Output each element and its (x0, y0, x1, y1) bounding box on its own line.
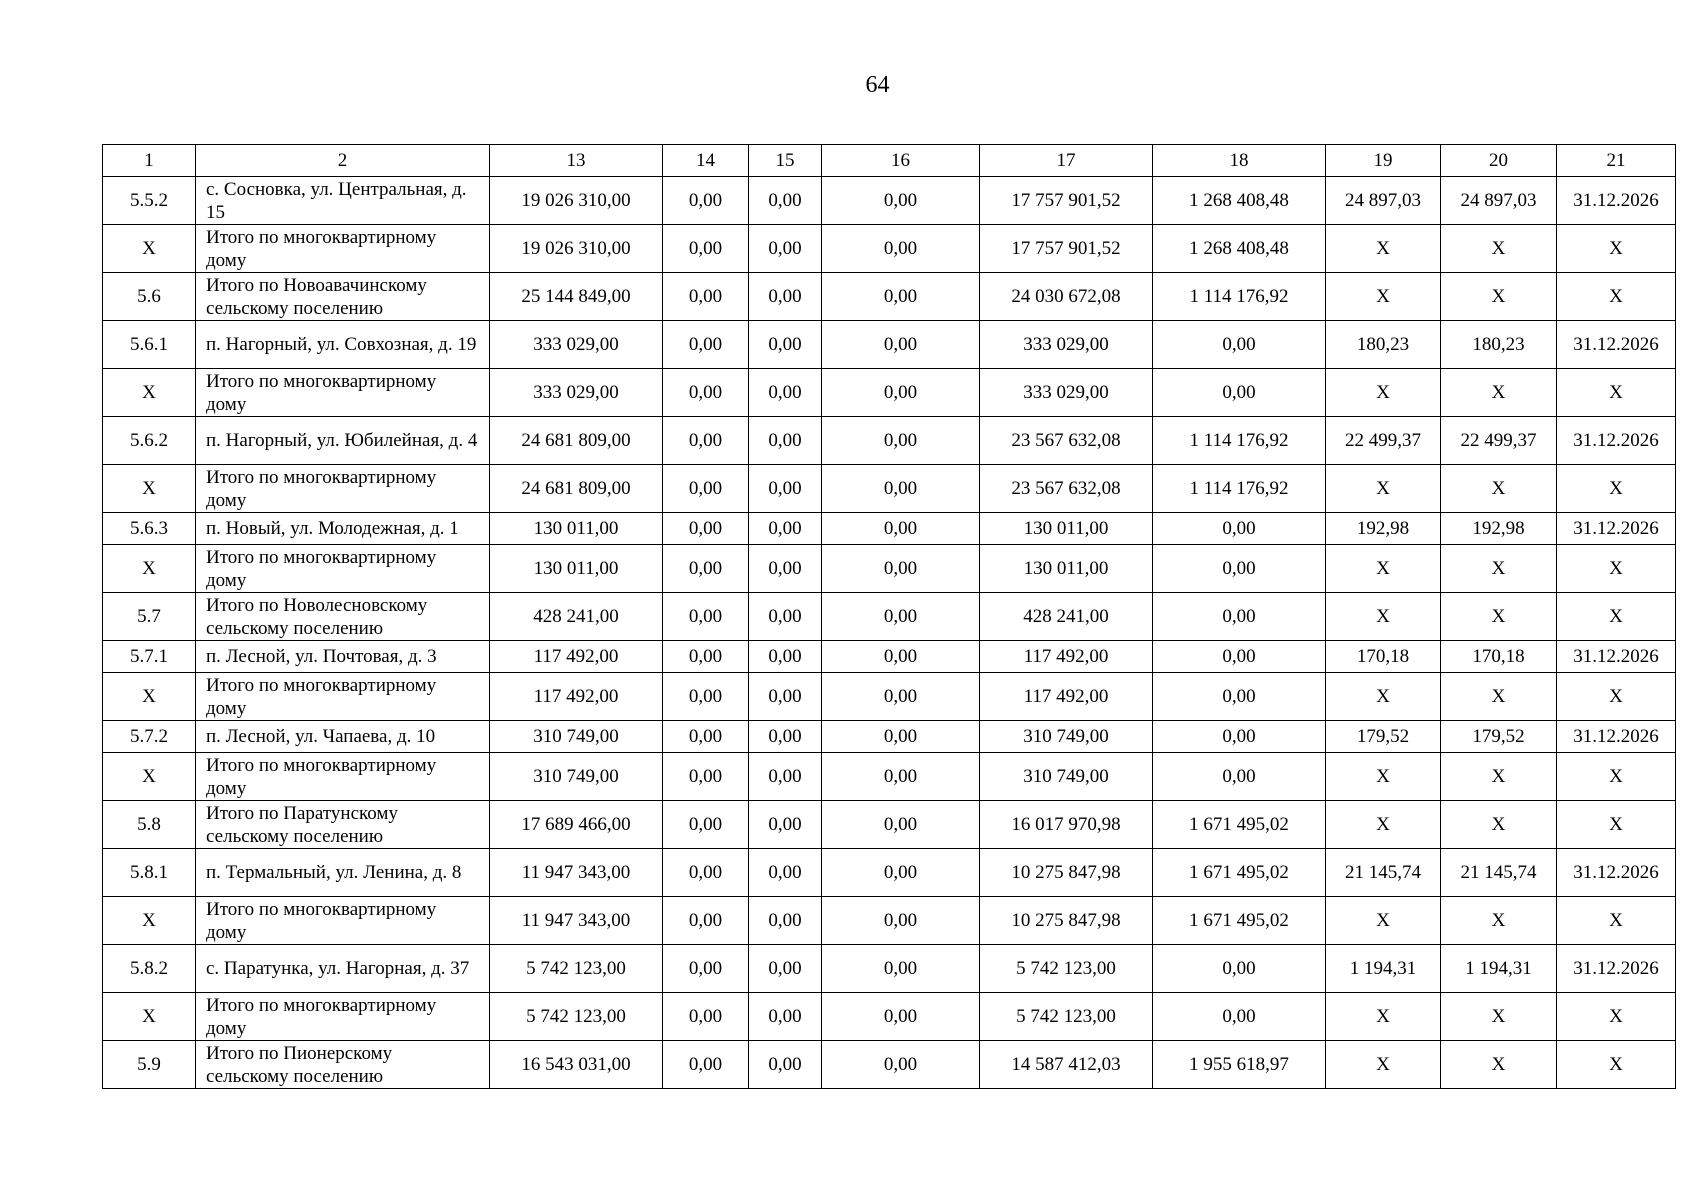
cell-col-15: 0,00 (749, 993, 822, 1041)
cell-col-18: 0,00 (1153, 673, 1326, 721)
cell-col-13: 25 144 849,00 (490, 273, 663, 321)
cell-col-18: 0,00 (1153, 945, 1326, 993)
cell-col-18: 0,00 (1153, 993, 1326, 1041)
cell-col-18: 0,00 (1153, 321, 1326, 369)
cell-col-14: 0,00 (663, 753, 749, 801)
cell-col-21: 31.12.2026 (1557, 849, 1676, 897)
cell-col-13: 310 749,00 (490, 753, 663, 801)
cell-col-16: 0,00 (822, 417, 980, 465)
table-row (103, 369, 1676, 417)
cell-col-14: 0,00 (663, 369, 749, 417)
cell-col-17: 117 492,00 (980, 641, 1153, 673)
cell-col-14: 0,00 (663, 273, 749, 321)
cell-col-13: 11 947 343,00 (490, 849, 663, 897)
table-row (103, 673, 1676, 721)
cell-col-15: 0,00 (749, 545, 822, 593)
cell-col-20: Х (1441, 1041, 1557, 1089)
cell-col-15: 0,00 (749, 801, 822, 849)
cell-col-21: 31.12.2026 (1557, 641, 1676, 673)
table-row (103, 465, 1676, 513)
table-row (103, 177, 1676, 225)
cell-col-21: Х (1557, 369, 1676, 417)
table-row (103, 849, 1676, 897)
cell-col-20: Х (1441, 897, 1557, 945)
cell-col-14: 0,00 (663, 417, 749, 465)
row-number: 5.6.3 (103, 513, 196, 545)
table-row (103, 945, 1676, 993)
row-number: 5.6 (103, 273, 196, 321)
cell-col-17: 24 030 672,08 (980, 273, 1153, 321)
cell-col-15: 0,00 (749, 641, 822, 673)
cell-col-18: 1 671 495,02 (1153, 849, 1326, 897)
cell-col-20: 22 499,37 (1441, 417, 1557, 465)
cell-col-15: 0,00 (749, 321, 822, 369)
table-row (103, 993, 1676, 1041)
object-name: п. Нагорный, ул. Юбилейная, д. 4 (196, 417, 490, 465)
cell-col-19: 22 499,37 (1326, 417, 1441, 465)
cell-col-18: 1 114 176,92 (1153, 465, 1326, 513)
cell-col-13: 333 029,00 (490, 369, 663, 417)
cell-col-15: 0,00 (749, 593, 822, 641)
column-header: 18 (1153, 145, 1326, 177)
cell-col-19: Х (1326, 225, 1441, 273)
cell-col-13: 24 681 809,00 (490, 417, 663, 465)
cell-col-18: 1 955 618,97 (1153, 1041, 1326, 1089)
row-number: Х (103, 673, 196, 721)
cell-col-17: 10 275 847,98 (980, 897, 1153, 945)
cell-col-14: 0,00 (663, 465, 749, 513)
cell-col-16: 0,00 (822, 945, 980, 993)
cell-col-20: Х (1441, 273, 1557, 321)
cell-col-21: Х (1557, 673, 1676, 721)
cell-col-21: 31.12.2026 (1557, 417, 1676, 465)
row-number: 5.8.2 (103, 945, 196, 993)
cell-col-14: 0,00 (663, 321, 749, 369)
cell-col-17: 17 757 901,52 (980, 177, 1153, 225)
row-number: 5.7.1 (103, 641, 196, 673)
cell-col-20: Х (1441, 673, 1557, 721)
cell-col-16: 0,00 (822, 849, 980, 897)
object-name: Итого по многоквартирному дому (196, 465, 490, 513)
cell-col-13: 117 492,00 (490, 641, 663, 673)
row-number: Х (103, 465, 196, 513)
cell-col-18: 0,00 (1153, 753, 1326, 801)
column-header: 19 (1326, 145, 1441, 177)
cell-col-15: 0,00 (749, 513, 822, 545)
cell-col-16: 0,00 (822, 1041, 980, 1089)
cell-col-19: Х (1326, 273, 1441, 321)
cell-col-13: 17 689 466,00 (490, 801, 663, 849)
cell-col-15: 0,00 (749, 721, 822, 753)
cell-col-14: 0,00 (663, 177, 749, 225)
row-number: 5.5.2 (103, 177, 196, 225)
cell-col-19: 180,23 (1326, 321, 1441, 369)
row-number: Х (103, 753, 196, 801)
cell-col-19: Х (1326, 897, 1441, 945)
column-header: 2 (196, 145, 490, 177)
cell-col-13: 117 492,00 (490, 673, 663, 721)
cell-col-17: 130 011,00 (980, 545, 1153, 593)
cell-col-14: 0,00 (663, 545, 749, 593)
object-name: Итого по многоквартирному дому (196, 369, 490, 417)
cell-col-21: 31.12.2026 (1557, 945, 1676, 993)
object-name: Итого по многоквартирному дому (196, 993, 490, 1041)
cell-col-20: 24 897,03 (1441, 177, 1557, 225)
column-header: 20 (1441, 145, 1557, 177)
table-body (103, 177, 1676, 1089)
cell-col-21: Х (1557, 545, 1676, 593)
cell-col-15: 0,00 (749, 417, 822, 465)
cell-col-19: Х (1326, 545, 1441, 593)
row-number: 5.9 (103, 1041, 196, 1089)
table-row (103, 273, 1676, 321)
cell-col-14: 0,00 (663, 945, 749, 993)
cell-col-17: 23 567 632,08 (980, 465, 1153, 513)
cell-col-17: 428 241,00 (980, 593, 1153, 641)
cell-col-21: 31.12.2026 (1557, 177, 1676, 225)
object-name: с. Сосновка, ул. Центральная, д. 15 (196, 177, 490, 225)
object-name: Итого по многоквартирному дому (196, 897, 490, 945)
row-number: Х (103, 225, 196, 273)
cell-col-14: 0,00 (663, 993, 749, 1041)
cell-col-19: 192,98 (1326, 513, 1441, 545)
object-name: Итого по Новоавачинскому сельскому поселению (196, 273, 490, 321)
object-name: Итого по многоквартирному дому (196, 673, 490, 721)
cell-col-20: Х (1441, 753, 1557, 801)
cell-col-15: 0,00 (749, 897, 822, 945)
table-row (103, 641, 1676, 673)
object-name: Итого по многоквартирному дому (196, 225, 490, 273)
cell-col-19: Х (1326, 1041, 1441, 1089)
cell-col-20: Х (1441, 993, 1557, 1041)
cell-col-21: 31.12.2026 (1557, 721, 1676, 753)
cell-col-18: 0,00 (1153, 369, 1326, 417)
cell-col-18: 1 671 495,02 (1153, 897, 1326, 945)
cell-col-17: 16 017 970,98 (980, 801, 1153, 849)
cell-col-19: Х (1326, 369, 1441, 417)
cell-col-21: Х (1557, 801, 1676, 849)
cell-col-18: 0,00 (1153, 593, 1326, 641)
row-number: Х (103, 369, 196, 417)
cell-col-21: 31.12.2026 (1557, 321, 1676, 369)
row-number: 5.8.1 (103, 849, 196, 897)
object-name: Итого по Новолесновскому сельскому поселению (196, 593, 490, 641)
cell-col-21: Х (1557, 593, 1676, 641)
object-name: п. Термальный, ул. Ленина, д. 8 (196, 849, 490, 897)
cell-col-20: 179,52 (1441, 721, 1557, 753)
capital-repair-table (102, 144, 1676, 1089)
cell-col-16: 0,00 (822, 993, 980, 1041)
table-row (103, 721, 1676, 753)
cell-col-19: 21 145,74 (1326, 849, 1441, 897)
cell-col-13: 310 749,00 (490, 721, 663, 753)
cell-col-13: 11 947 343,00 (490, 897, 663, 945)
column-header: 21 (1557, 145, 1676, 177)
cell-col-20: Х (1441, 369, 1557, 417)
row-number: Х (103, 897, 196, 945)
table-row (103, 1041, 1676, 1089)
cell-col-17: 310 749,00 (980, 721, 1153, 753)
cell-col-16: 0,00 (822, 673, 980, 721)
cell-col-19: 179,52 (1326, 721, 1441, 753)
cell-col-13: 5 742 123,00 (490, 945, 663, 993)
cell-col-21: 31.12.2026 (1557, 513, 1676, 545)
cell-col-15: 0,00 (749, 945, 822, 993)
cell-col-20: Х (1441, 593, 1557, 641)
cell-col-17: 5 742 123,00 (980, 945, 1153, 993)
cell-col-14: 0,00 (663, 721, 749, 753)
object-name: п. Новый, ул. Молодежная, д. 1 (196, 513, 490, 545)
cell-col-16: 0,00 (822, 177, 980, 225)
cell-col-18: 0,00 (1153, 513, 1326, 545)
cell-col-20: 180,23 (1441, 321, 1557, 369)
cell-col-18: 1 268 408,48 (1153, 225, 1326, 273)
cell-col-16: 0,00 (822, 593, 980, 641)
object-name: с. Паратунка, ул. Нагорная, д. 37 (196, 945, 490, 993)
cell-col-21: Х (1557, 225, 1676, 273)
cell-col-21: Х (1557, 465, 1676, 513)
cell-col-14: 0,00 (663, 513, 749, 545)
cell-col-15: 0,00 (749, 273, 822, 321)
cell-col-14: 0,00 (663, 673, 749, 721)
row-number: Х (103, 993, 196, 1041)
cell-col-19: Х (1326, 673, 1441, 721)
cell-col-15: 0,00 (749, 369, 822, 417)
table-row (103, 801, 1676, 849)
cell-col-20: Х (1441, 545, 1557, 593)
cell-col-19: 170,18 (1326, 641, 1441, 673)
cell-col-16: 0,00 (822, 513, 980, 545)
column-header: 14 (663, 145, 749, 177)
cell-col-16: 0,00 (822, 321, 980, 369)
cell-col-13: 5 742 123,00 (490, 993, 663, 1041)
cell-col-17: 117 492,00 (980, 673, 1153, 721)
cell-col-14: 0,00 (663, 593, 749, 641)
column-header: 15 (749, 145, 822, 177)
cell-col-15: 0,00 (749, 1041, 822, 1089)
table-row (103, 417, 1676, 465)
cell-col-15: 0,00 (749, 673, 822, 721)
cell-col-18: 1 114 176,92 (1153, 273, 1326, 321)
object-name: п. Лесной, ул. Почтовая, д. 3 (196, 641, 490, 673)
row-number: 5.6.1 (103, 321, 196, 369)
table-row (103, 753, 1676, 801)
cell-col-21: Х (1557, 897, 1676, 945)
cell-col-16: 0,00 (822, 641, 980, 673)
cell-col-16: 0,00 (822, 753, 980, 801)
object-name: Итого по Пионерскому сельскому поселению (196, 1041, 490, 1089)
cell-col-13: 24 681 809,00 (490, 465, 663, 513)
cell-col-20: 170,18 (1441, 641, 1557, 673)
cell-col-19: Х (1326, 465, 1441, 513)
cell-col-17: 310 749,00 (980, 753, 1153, 801)
cell-col-21: Х (1557, 753, 1676, 801)
cell-col-20: Х (1441, 225, 1557, 273)
cell-col-19: 1 194,31 (1326, 945, 1441, 993)
cell-col-16: 0,00 (822, 465, 980, 513)
cell-col-13: 130 011,00 (490, 545, 663, 593)
cell-col-16: 0,00 (822, 273, 980, 321)
cell-col-15: 0,00 (749, 465, 822, 513)
cell-col-19: Х (1326, 801, 1441, 849)
cell-col-13: 428 241,00 (490, 593, 663, 641)
object-name: Итого по многоквартирному дому (196, 753, 490, 801)
cell-col-17: 5 742 123,00 (980, 993, 1153, 1041)
cell-col-13: 16 543 031,00 (490, 1041, 663, 1089)
cell-col-20: 1 194,31 (1441, 945, 1557, 993)
object-name: Итого по Паратунскому сельскому поселению (196, 801, 490, 849)
object-name: п. Нагорный, ул. Совхозная, д. 19 (196, 321, 490, 369)
cell-col-21: Х (1557, 1041, 1676, 1089)
cell-col-20: Х (1441, 801, 1557, 849)
cell-col-18: 0,00 (1153, 545, 1326, 593)
cell-col-19: Х (1326, 593, 1441, 641)
cell-col-17: 23 567 632,08 (980, 417, 1153, 465)
row-number: Х (103, 545, 196, 593)
cell-col-16: 0,00 (822, 369, 980, 417)
cell-col-21: Х (1557, 273, 1676, 321)
cell-col-15: 0,00 (749, 753, 822, 801)
cell-col-14: 0,00 (663, 801, 749, 849)
cell-col-19: Х (1326, 993, 1441, 1041)
row-number: 5.8 (103, 801, 196, 849)
cell-col-17: 17 757 901,52 (980, 225, 1153, 273)
cell-col-17: 333 029,00 (980, 369, 1153, 417)
object-name: п. Лесной, ул. Чапаева, д. 10 (196, 721, 490, 753)
column-header: 1 (103, 145, 196, 177)
column-number-row (103, 145, 1676, 177)
cell-col-19: 24 897,03 (1326, 177, 1441, 225)
cell-col-17: 333 029,00 (980, 321, 1153, 369)
cell-col-18: 0,00 (1153, 721, 1326, 753)
object-name: Итого по многоквартирному дому (196, 545, 490, 593)
cell-col-13: 333 029,00 (490, 321, 663, 369)
cell-col-14: 0,00 (663, 225, 749, 273)
cell-col-13: 130 011,00 (490, 513, 663, 545)
cell-col-14: 0,00 (663, 897, 749, 945)
cell-col-15: 0,00 (749, 849, 822, 897)
cell-col-16: 0,00 (822, 897, 980, 945)
row-number: 5.7 (103, 593, 196, 641)
table-row (103, 321, 1676, 369)
table-row (103, 513, 1676, 545)
cell-col-14: 0,00 (663, 641, 749, 673)
cell-col-18: 1 671 495,02 (1153, 801, 1326, 849)
cell-col-16: 0,00 (822, 225, 980, 273)
cell-col-17: 14 587 412,03 (980, 1041, 1153, 1089)
table-row (103, 593, 1676, 641)
cell-col-13: 19 026 310,00 (490, 177, 663, 225)
column-header: 16 (822, 145, 980, 177)
table-row (103, 897, 1676, 945)
cell-col-19: Х (1326, 753, 1441, 801)
cell-col-14: 0,00 (663, 849, 749, 897)
page-number: 64 (865, 72, 890, 98)
table-row (103, 545, 1676, 593)
row-number: 5.6.2 (103, 417, 196, 465)
cell-col-16: 0,00 (822, 801, 980, 849)
cell-col-16: 0,00 (822, 721, 980, 753)
cell-col-16: 0,00 (822, 545, 980, 593)
table-row (103, 225, 1676, 273)
cell-col-14: 0,00 (663, 1041, 749, 1089)
cell-col-20: 21 145,74 (1441, 849, 1557, 897)
column-header: 17 (980, 145, 1153, 177)
cell-col-18: 1 268 408,48 (1153, 177, 1326, 225)
cell-col-17: 130 011,00 (980, 513, 1153, 545)
cell-col-13: 19 026 310,00 (490, 225, 663, 273)
cell-col-21: Х (1557, 993, 1676, 1041)
cell-col-17: 10 275 847,98 (980, 849, 1153, 897)
cell-col-20: Х (1441, 465, 1557, 513)
cell-col-18: 1 114 176,92 (1153, 417, 1326, 465)
cell-col-20: 192,98 (1441, 513, 1557, 545)
column-header: 13 (490, 145, 663, 177)
cell-col-15: 0,00 (749, 177, 822, 225)
row-number: 5.7.2 (103, 721, 196, 753)
cell-col-18: 0,00 (1153, 641, 1326, 673)
cell-col-15: 0,00 (749, 225, 822, 273)
